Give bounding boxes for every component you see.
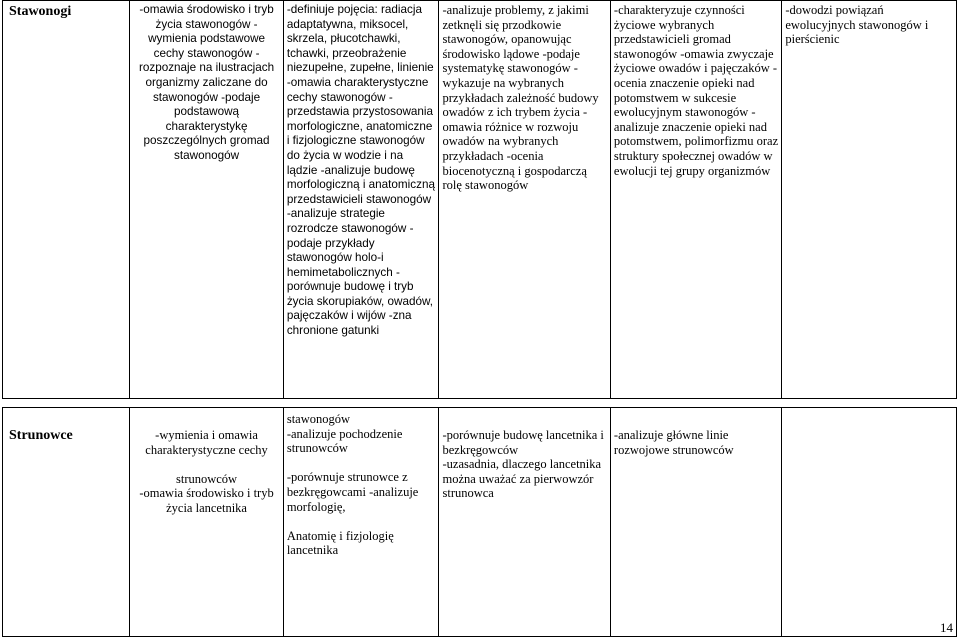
table-cell: -charakteryzuje czynności życiowe wybranych przedstawicieli gromad stawonogów -omawia zwyczaje życiowe owadów i pajęczaków -ocenia znaczenie opieki nad potomstwem w sukcesie ewolucyjnym stawonogów -analizuje znaczenie opieki nad potomstwem, polimorfizmu oraz struktury społecznej owadów w ewolucji tej grupy organizmów [610, 1, 781, 399]
section-heading: Strunowce [3, 408, 130, 637]
section-heading: Stawonogi [3, 1, 130, 399]
table-row [3, 1, 957, 399]
table-cell: -definiuje pojęcia: radiacja adaptatywna, miksocel, skrzela, płucotchawki, tchawki, przeobrażenie niezupełne, zupełne, linienie -omawia charakterystyczne cechy stawonogów -przedstawia przystosowania morfologiczne, anatomiczne i fizjologiczne stawonogów do życia w wodzie i na lądzie -analizuje budowę morfologiczną i anatomiczną przedstawicieli stawonogów -analizuje strategie rozrodcze stawonogów -podaje przykłady stawonogów holo-i hemimetabolicznych -porównuje budowę i tryb życia skorupiaków, owadów, pajęczaków i wijów -zna chronione gatunki [283, 1, 439, 399]
cell-text: -porównuje budowę lancetnika i bezkręgowców -uzasadnia, dlaczego lancetnika można uważać za pierwowzór strunowca [442, 428, 604, 501]
table-cell: -omawia środowisko i tryb życia stawonogów -wymienia podstawowe cechy stawonogów -rozpoznaje na ilustracjach organizmy zaliczane do stawonogów -podaje podstawową charakterystykę poszczególnych gromad stawonogów [130, 1, 284, 399]
table-cell [782, 408, 957, 637]
page-number: 14 [940, 620, 953, 635]
table-cell [439, 408, 610, 637]
table-row [3, 408, 957, 637]
table-strunowce [2, 407, 957, 637]
table-cell: -analizuje problemy, z jakimi zetknęli się przodkowie stawonogów, opanowując środowisko lądowe -podaje systematykę stawonogów -wykazuje na wybranych przykładach zależność budowy owadów z ich trybem życia -omawia różnice w rozwoju owadów na wybranych przykładach -ocenia biocenotyczną i gospodarczą rolę stawonogów [439, 1, 610, 399]
cell-text: -wymienia i omawia charakterystyczne cechy strunowców -omawia środowisko i tryb życia lancetnika [139, 428, 274, 515]
table-stawonogi [2, 0, 957, 399]
table-cell [283, 408, 439, 637]
table-cell [130, 408, 284, 637]
cell-text: stawonogów -analizuje pochodzenie strunowców -porównuje strunowce z bezkręgowcami -analizuje morfologię, Anatomię i fizjologię lancetnika [286, 412, 419, 558]
table-cell: -analizuje główne linie rozwojowe strunowców [610, 408, 781, 637]
table-cell: -dowodzi powiązań ewolucyjnych stawonogów i pierścienic [782, 1, 957, 399]
